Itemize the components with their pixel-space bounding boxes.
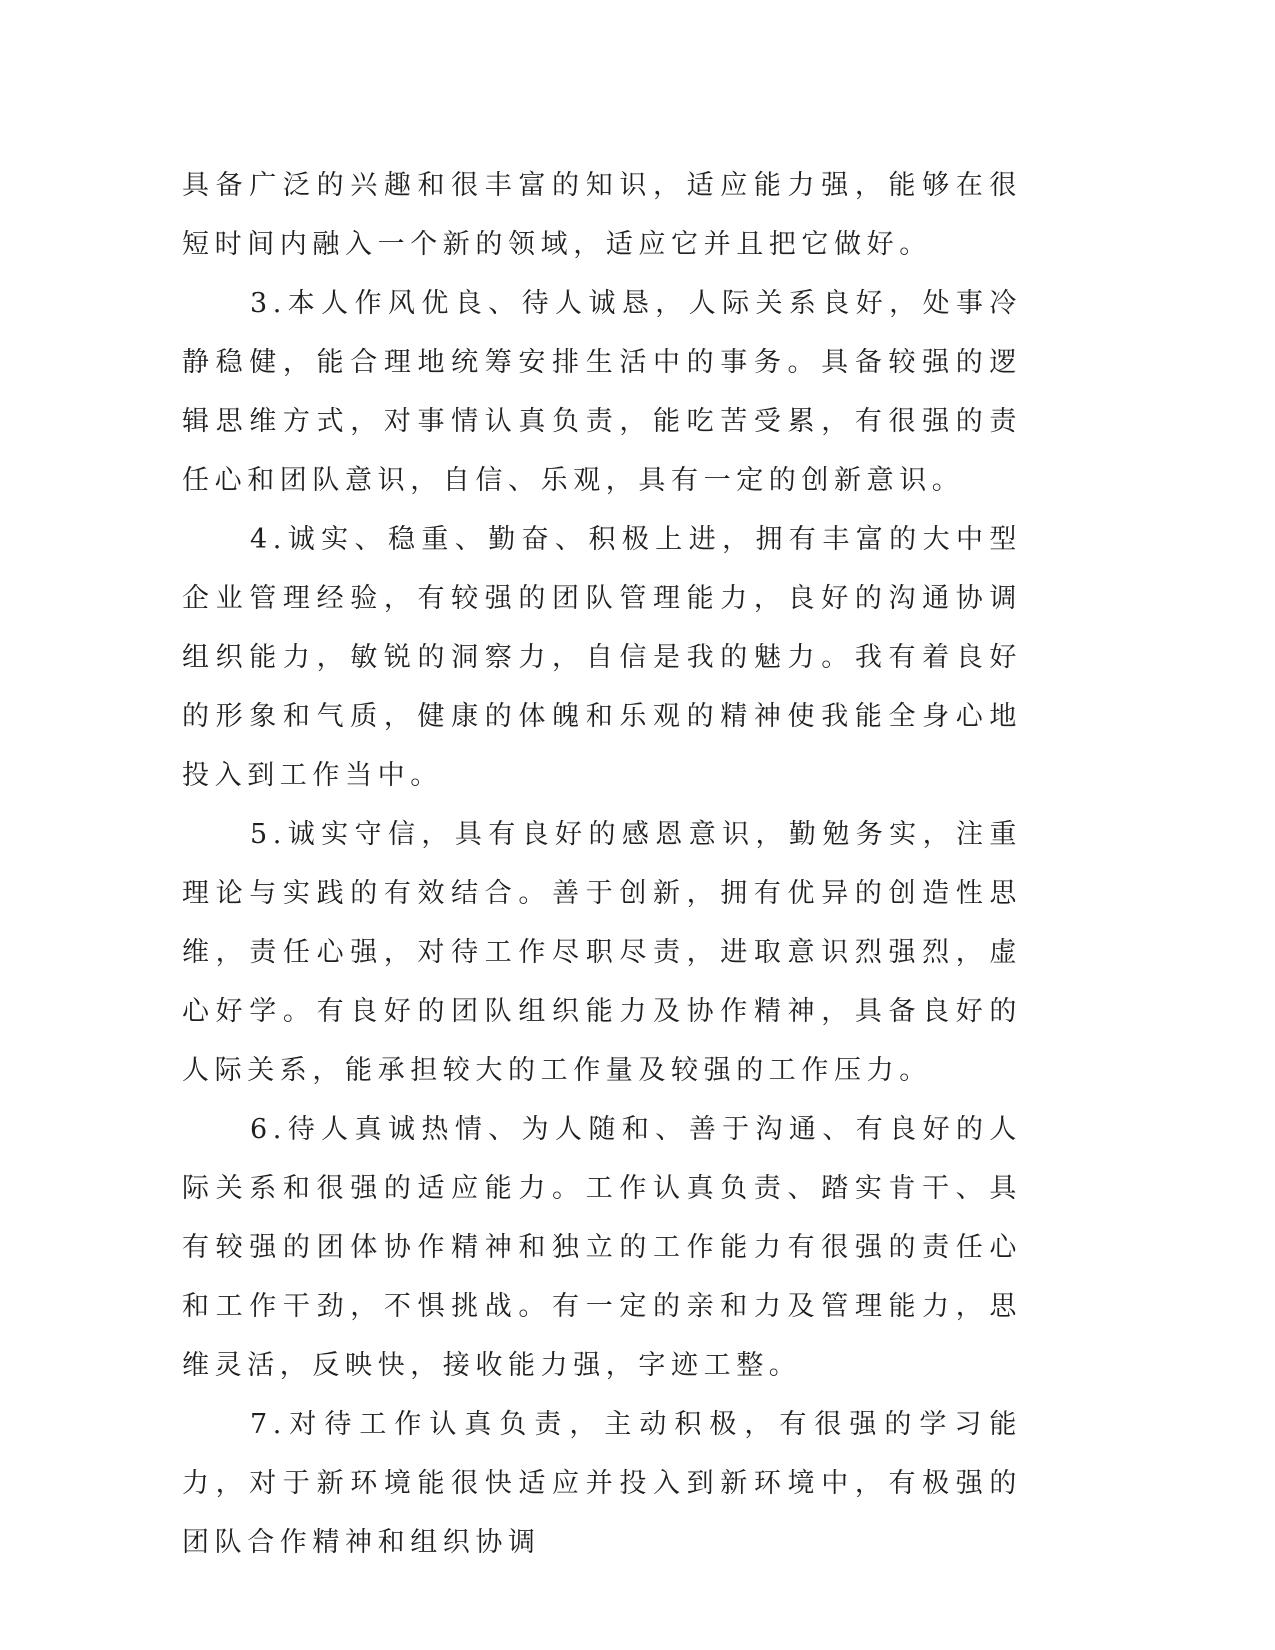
paragraph-item-6: 6.待人真诚热情、为人随和、善于沟通、有良好的人际关系和很强的适应能力。工作认真负责、踏实肯干、具有较强的团体协作精神和独立的工作能力有很强的责任心和工作干劲，不惧挑战。有一定的亲和力及管理能力，思维灵活，反映快，接收能力强，字迹工整。: [182, 1114, 1022, 1381]
document-body: [182, 156, 1022, 1572]
paragraph-continuation: 具备广泛的兴趣和很丰富的知识，适应能力强，能够在很短时间内融入一个新的领域，适应它并且把它做好。: [182, 170, 1022, 260]
paragraph-item-7: 7.对待工作认真负责，主动积极，有很强的学习能力，对于新环境能很快适应并投入到新环境中，有极强的团队合作精神和组织协调: [182, 1409, 1022, 1558]
paragraph-item-4: 4.诚实、稳重、勤奋、积极上进，拥有丰富的大中型企业管理经验，有较强的团队管理能力，良好的沟通协调组织能力，敏锐的洞察力，自信是我的魅力。我有着良好的形象和气质，健康的体魄和乐观的精神使我能全身心地投入到工作当中。: [182, 524, 1022, 791]
paragraph-item-5: 5.诚实守信，具有良好的感恩意识，勤勉务实，注重理论与实践的有效结合。善于创新，拥有优异的创造性思维，责任心强，对待工作尽职尽责，进取意识烈强烈，虚心好学。有良好的团队组织能力及协作精神，具备良好的人际关系，能承担较大的工作量及较强的工作压力。: [182, 819, 1022, 1086]
paragraph-item-3: 3.本人作风优良、待人诚恳，人际关系良好，处事冷静稳健，能合理地统筹安排生活中的事务。具备较强的逻辑思维方式，对事情认真负责，能吃苦受累，有很强的责任心和团队意识，自信、乐观，具有一定的创新意识。: [182, 288, 1022, 496]
